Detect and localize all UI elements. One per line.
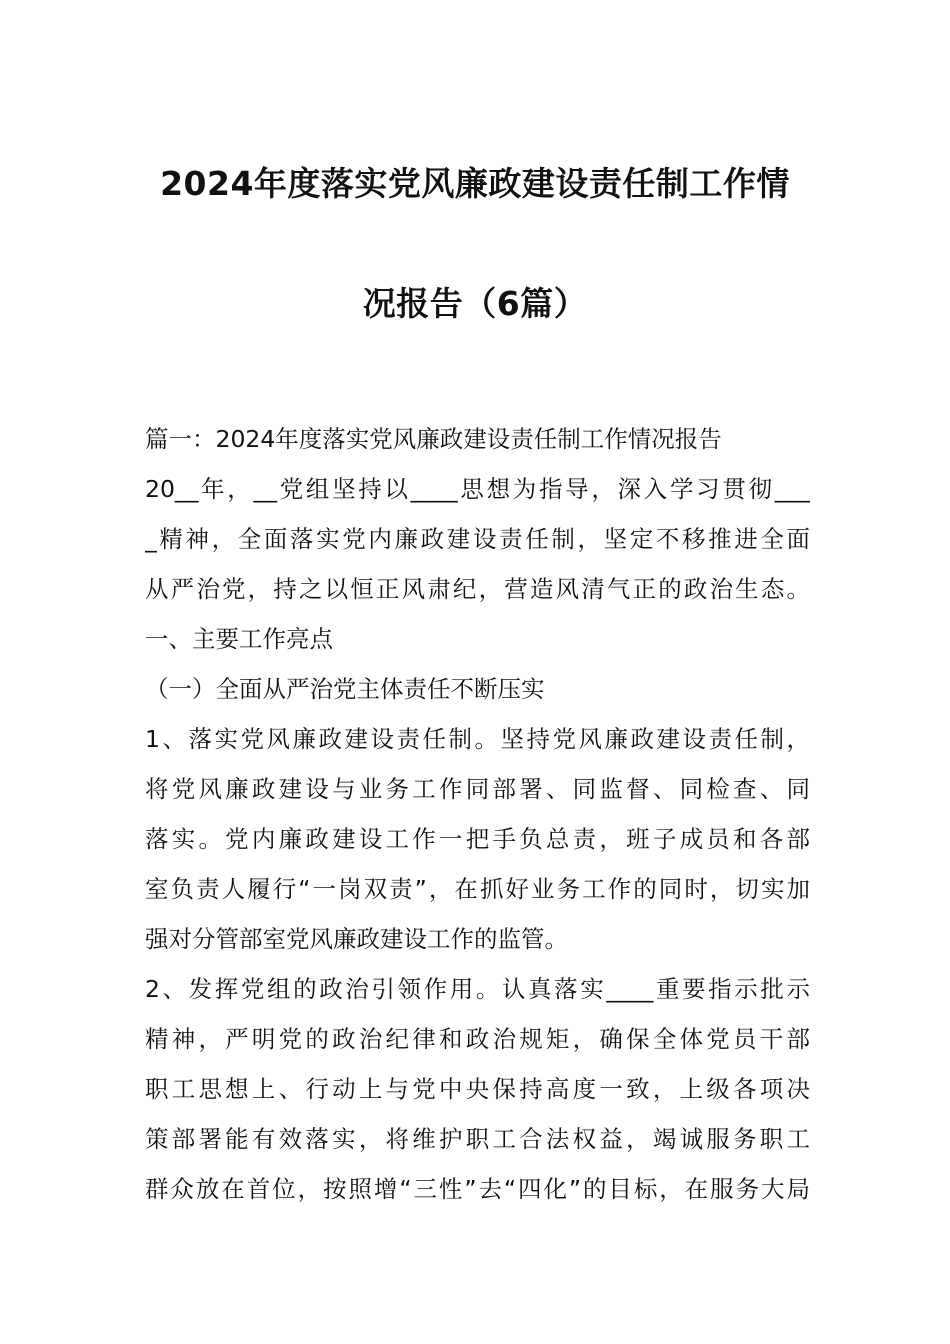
- body-line: 精神，严明党的政治纪律和政治规矩，确保全体党员干部: [145, 1025, 810, 1053]
- heading-article-one: 篇一：2024年度落实党风廉政建设责任制工作情况报告: [145, 425, 722, 453]
- section-heading: 一、主要工作亮点: [145, 625, 333, 653]
- document-title-line-1: 2024年度落实党风廉政建设责任制工作情: [160, 164, 790, 203]
- body-line: 群众放在首位，按照增“三性”去“四化”的目标，在服务大局: [145, 1175, 810, 1203]
- body-line: 20__年，__党组坚持以____思想为指导，深入学习贯彻___: [145, 475, 810, 503]
- body-line: 2、发挥党组的政治引领作用。认真落实____重要指示批示: [145, 975, 810, 1003]
- subsection-heading: （一）全面从严治党主体责任不断压实: [145, 675, 545, 703]
- body-line: 1、落实党风廉政建设责任制。坚持党风廉政建设责任制，: [145, 725, 810, 753]
- body-line: 强对分管部室党风廉政建设工作的监管。: [145, 925, 568, 953]
- body-line: 室负责人履行“一岗双责”，在抓好业务工作的同时，切实加: [145, 875, 810, 903]
- body-line: _精神，全面落实党内廉政建设责任制，坚定不移推进全面: [145, 525, 810, 553]
- body-line: 将党风廉政建设与业务工作同部署、同监督、同检查、同: [145, 775, 810, 803]
- body-line: 从严治党，持之以恒正风肃纪，营造风清气正的政治生态。: [145, 575, 810, 603]
- body-line: 职工思想上、行动上与党中央保持高度一致，上级各项决: [145, 1075, 810, 1103]
- document-title-line-2: 况报告（6篇）: [362, 284, 588, 323]
- body-line: 落实。党内廉政建设工作一把手负总责，班子成员和各部: [145, 825, 810, 853]
- body-line: 策部署能有效落实，将维护职工合法权益，竭诚服务职工: [145, 1125, 810, 1153]
